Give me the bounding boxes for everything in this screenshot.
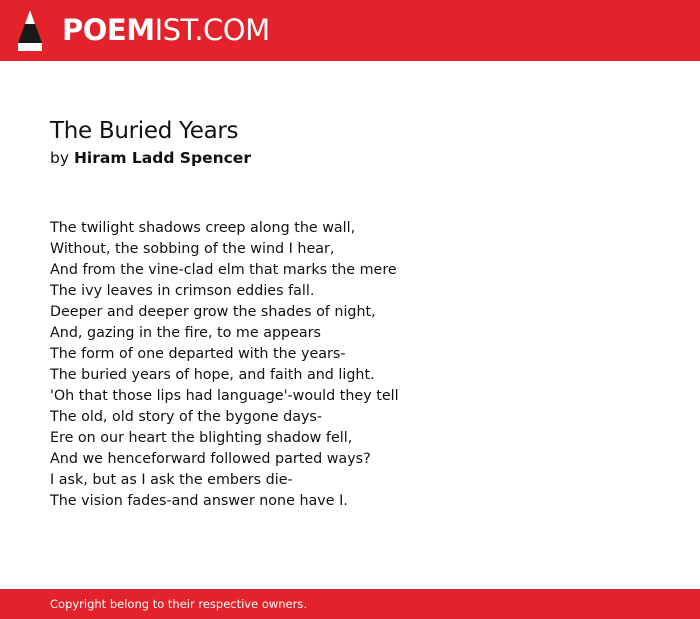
poem-header bbox=[50, 116, 650, 169]
byline bbox=[50, 147, 650, 169]
poem-line: The ivy leaves in crimson eddies fall. bbox=[50, 283, 315, 299]
poem-line: And, gazing in the fire, to me appears bbox=[50, 325, 321, 341]
by-label: by bbox=[50, 149, 70, 167]
poem-line: And we henceforward followed parted ways? bbox=[50, 451, 371, 467]
poem-line: I ask, but as I ask the embers die- bbox=[50, 472, 293, 488]
logo-light-text: IST.COM bbox=[154, 13, 270, 47]
site-footer bbox=[0, 589, 700, 619]
poem-line: Ere on our heart the blighting shadow fell, bbox=[50, 430, 353, 446]
poem-body bbox=[50, 218, 650, 512]
copyright-text: Copyright belong to their respective owners. bbox=[50, 597, 308, 611]
pencil-icon[interactable] bbox=[18, 10, 42, 51]
poem-line: The form of one departed with the years- bbox=[50, 346, 346, 362]
site-header bbox=[0, 0, 700, 61]
poem-line: Without, the sobbing of the wind I hear, bbox=[50, 241, 335, 257]
poem-line: And from the vine-clad elm that marks the mere bbox=[50, 262, 397, 278]
poem-line: 'Oh that those lips had language'-would they tell bbox=[50, 388, 399, 404]
poem-line: The old, old story of the bygone days- bbox=[50, 409, 323, 425]
site-logo[interactable] bbox=[62, 12, 270, 48]
poem-line: The twilight shadows creep along the wall, bbox=[50, 220, 356, 236]
poem-line: The vision fades-and answer none have I. bbox=[50, 493, 348, 509]
poem-line: Deeper and deeper grow the shades of night, bbox=[50, 304, 376, 320]
logo-bold-text: POEM bbox=[62, 13, 155, 47]
poem-line: The buried years of hope, and faith and light. bbox=[50, 367, 375, 383]
author-name: Hiram Ladd Spencer bbox=[73, 149, 251, 167]
poem-title: The Buried Years bbox=[50, 118, 239, 144]
